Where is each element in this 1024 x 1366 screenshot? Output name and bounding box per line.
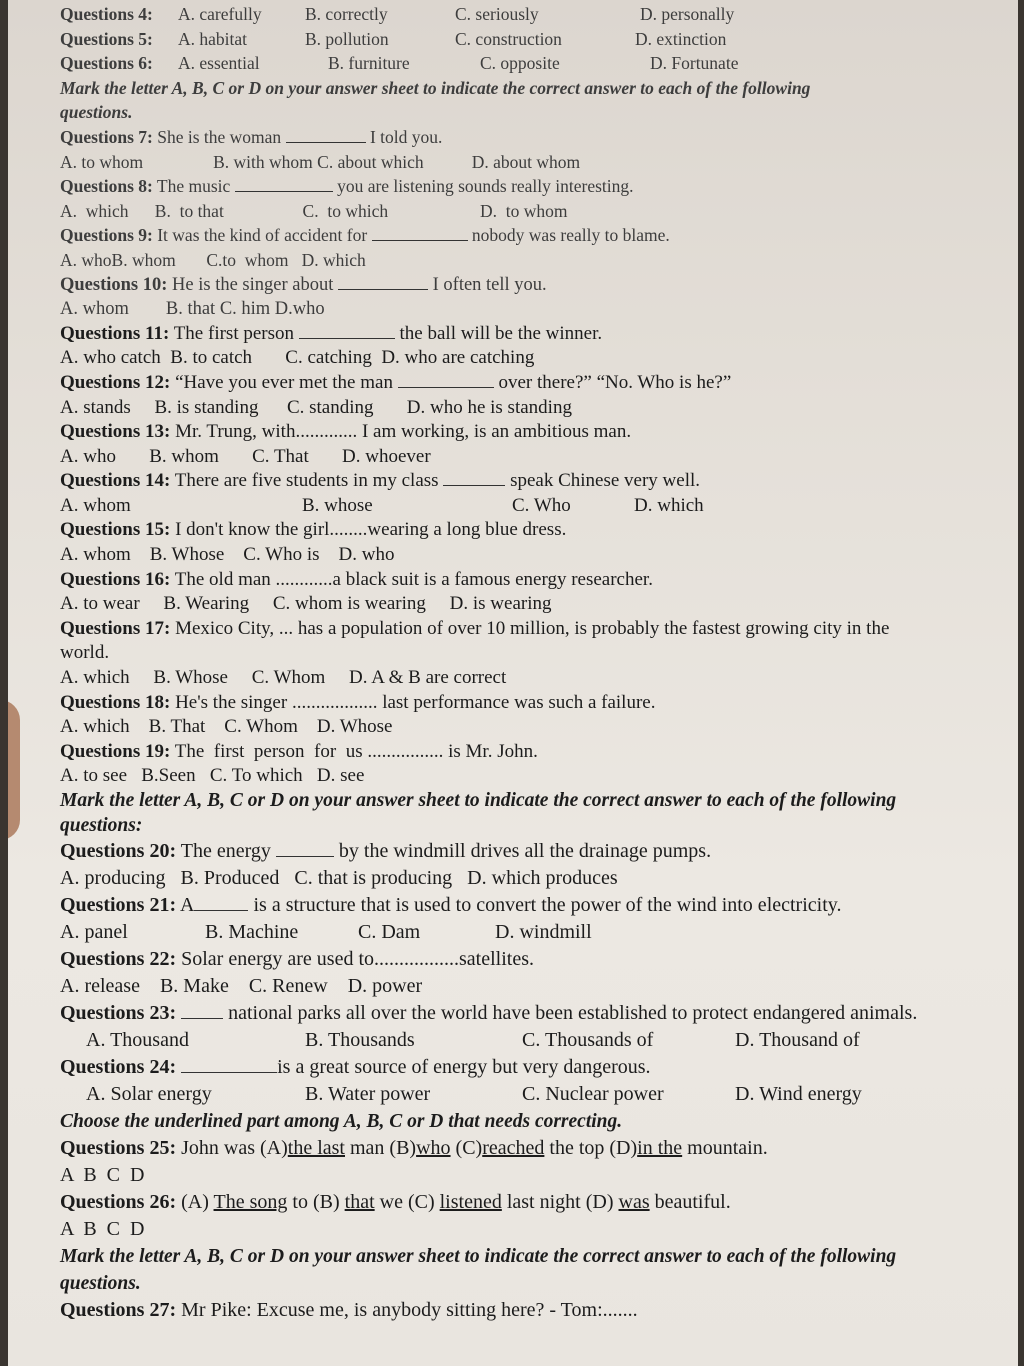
answer-blank: [235, 175, 333, 192]
question-label: Questions 11:: [60, 322, 170, 344]
option-a: A. whom: [60, 494, 131, 516]
question-label: Questions 22:: [60, 948, 177, 971]
question-label: Questions 23:: [60, 1002, 177, 1025]
text-part: beautiful.: [649, 1191, 731, 1214]
question-label: Questions 16:: [60, 568, 171, 590]
question-label: Questions 20:: [60, 840, 177, 863]
text-part: John was (A): [181, 1137, 288, 1160]
question-text: I don't know the girl........wearing a long blue dress.: [175, 519, 567, 541]
option-d: D. Fortunate: [650, 53, 739, 74]
question-21-options: [60, 919, 1015, 946]
question-text: The first person: [173, 322, 295, 344]
option-b: B. Thousands: [305, 1029, 415, 1052]
option-a: A. carefully: [178, 4, 262, 24]
question-16: [60, 568, 1015, 593]
option-c: C. seriously: [455, 4, 539, 24]
question-label: Questions 8:: [60, 176, 153, 197]
question-19: [60, 740, 1015, 765]
question-13: [60, 420, 1015, 445]
option-b: B. whose: [302, 494, 373, 516]
option-c: C. Nuclear power: [522, 1083, 664, 1106]
question-18: [60, 691, 1015, 716]
question-text: He's the singer .................. last performance was such a failure.: [175, 691, 656, 713]
question-label: Questions 18:: [60, 691, 171, 713]
option-b: B. Machine: [205, 921, 299, 944]
answer-blank: [443, 469, 505, 486]
question-text: He is the singer about: [172, 274, 334, 295]
question-text: There are five students in my class: [174, 470, 439, 492]
text-part: (A): [181, 1191, 214, 1214]
question-text: The energy: [180, 840, 271, 863]
option-a: A. panel: [60, 921, 128, 944]
question-25-options: A B C D: [60, 1164, 145, 1187]
underlined-part-b: that: [344, 1191, 375, 1214]
question-text: Solar energy are used to.................satellites.: [181, 948, 535, 971]
instruction-1: Mark the letter A, B, C or D on your answer sheet to indicate the correct answer to each of the following: [60, 77, 811, 98]
question-27: [60, 1297, 1015, 1324]
question-label: Questions 12:: [60, 371, 171, 393]
option-d: D. windmill: [495, 921, 592, 944]
worksheet-content: [60, 2, 1015, 1324]
instruction-1-cont: questions.: [60, 102, 133, 123]
text-part: (C): [450, 1137, 483, 1160]
question-text: The old man ............a black suit is a famous energy researcher.: [174, 568, 653, 590]
question-label: Questions 26:: [60, 1191, 177, 1214]
question-text-end: you are listening sounds really interesting.: [337, 176, 634, 197]
worksheet-page: [8, 0, 1018, 1366]
question-text-end: by the windmill drives all the drainage pumps.: [338, 840, 712, 863]
question-text-end: I told you.: [369, 126, 443, 147]
question-18-options: A. which B. That C. Whom D. Whose: [60, 716, 393, 738]
question-17-options: A. which B. Whose C. Whom D. A & B are correct: [60, 667, 507, 689]
question-7: [60, 125, 1015, 150]
option-b: B. correctly: [305, 4, 388, 24]
underlined-part-c: reached: [482, 1137, 545, 1160]
option-d: D. personally: [640, 4, 735, 24]
underlined-part-a: the last: [287, 1137, 345, 1160]
answer-blank: [181, 1002, 223, 1019]
question-23-options: [60, 1027, 1015, 1054]
question-label: Questions 17:: [60, 617, 171, 639]
answer-blank: [338, 273, 428, 290]
question-text-end: speak Chinese very well.: [510, 470, 701, 492]
text-part: last night (D): [501, 1191, 619, 1214]
question-4: [60, 2, 1015, 27]
option-d: D. Thousand of: [735, 1029, 860, 1052]
underlined-part-d: in the: [637, 1137, 683, 1160]
option-d: D. extinction: [635, 28, 727, 49]
option-c: C. opposite: [480, 53, 560, 74]
answer-blank: [276, 840, 334, 857]
underlined-part-a: The song: [213, 1191, 288, 1214]
question-label: Questions 19:: [60, 740, 171, 762]
text-part: man (B): [345, 1137, 417, 1160]
question-24: [60, 1054, 1015, 1081]
answer-blank: [372, 224, 468, 241]
question-label: Questions 21:: [60, 894, 177, 917]
question-text: She is the woman: [157, 126, 282, 147]
question-26-options: A B C D: [60, 1218, 145, 1241]
option-b: B. Water power: [305, 1083, 431, 1106]
question-22-options: A. release B. Make C. Renew D. power: [60, 975, 423, 998]
question-19-options: A. to see B.Seen C. To which D. see: [60, 765, 365, 787]
question-label: Questions 25:: [60, 1137, 177, 1160]
question-text: A: [180, 894, 195, 917]
question-12-options: A. stands B. is standing C. standing D. who he is standing: [60, 396, 572, 418]
question-label: Questions 24:: [60, 1056, 177, 1079]
option-c: C. Thousands of: [522, 1029, 654, 1052]
answer-blank: [398, 371, 494, 388]
question-label: Questions 5:: [60, 28, 153, 49]
option-a: A. essential: [178, 53, 260, 74]
question-15: [60, 518, 1015, 543]
option-b: B. furniture: [328, 53, 410, 74]
question-label: Questions 13:: [60, 421, 171, 443]
option-c: C. Dam: [358, 921, 421, 944]
instruction-4-cont: questions.: [60, 1273, 141, 1295]
thumb-shadow: [8, 700, 20, 840]
text-part: mountain.: [682, 1137, 768, 1160]
question-text-end: I often tell you.: [432, 274, 547, 295]
question-8: [60, 174, 1015, 199]
question-15-options: A. whom B. Whose C. Who is D. who: [60, 544, 395, 566]
question-text: Mr. Trung, with............. I am working, is an ambitious man.: [175, 421, 632, 443]
option-c: C. construction: [455, 28, 562, 49]
question-text: national parks all over the world have been established to protect endangered animals.: [228, 1002, 918, 1025]
question-text: It was the kind of accident for: [157, 225, 368, 246]
question-label: Questions 6:: [60, 53, 153, 74]
option-b: B. pollution: [305, 28, 389, 49]
question-label: Questions 15:: [60, 519, 171, 541]
text-part: to (B): [287, 1191, 345, 1214]
question-25: [60, 1135, 1015, 1162]
question-text: “Have you ever met the man: [175, 371, 393, 393]
question-label: Questions 10:: [60, 274, 168, 295]
option-a: A. habitat: [178, 28, 248, 49]
instruction-4: Mark the letter A, B, C or D on your answer sheet to indicate the correct answer to each of the following: [60, 1246, 897, 1268]
question-5: [60, 27, 1015, 52]
question-13-options: A. who B. whom C. That D. whoever: [60, 445, 431, 467]
question-text-end: is a structure that is used to convert the power of the wind into electricity.: [253, 894, 842, 917]
option-d: D. which: [634, 494, 704, 516]
question-9: [60, 223, 1015, 248]
underlined-part-b: who: [416, 1137, 451, 1160]
answer-blank: [286, 126, 366, 143]
question-26: [60, 1189, 1015, 1216]
question-text: The music: [156, 176, 231, 197]
question-label: Questions 9:: [60, 225, 153, 246]
text-part: we (C): [374, 1191, 440, 1214]
option-d: D. Wind energy: [735, 1083, 862, 1106]
question-14-options: [60, 494, 1015, 519]
question-7-options: A. to whom B. with whom C. about which D. about whom: [60, 151, 581, 172]
question-text: Mexico City, ... has a population of over 10 million, is probably the fastest growing city in the: [175, 617, 890, 639]
question-24-options: [60, 1081, 1015, 1108]
option-a: A. Thousand: [86, 1029, 189, 1052]
question-10-options: A. whom B. that C. him D.who: [60, 299, 325, 320]
question-text-end: the ball will be the winner.: [399, 322, 603, 344]
question-20-options: A. producing B. Produced C. that is producing D. which produces: [60, 867, 618, 890]
question-23: [60, 1000, 1015, 1027]
question-21: [60, 892, 1015, 919]
question-17-cont: world.: [60, 642, 110, 664]
question-17: [60, 617, 1015, 642]
question-label: Questions 27:: [60, 1299, 177, 1322]
question-16-options: A. to wear B. Wearing C. whom is wearing D. is wearing: [60, 593, 552, 615]
text-part: the top (D): [544, 1137, 638, 1160]
question-20: [60, 838, 1015, 865]
option-c: C. Who: [512, 494, 571, 516]
instruction-2-cont: questions:: [60, 814, 143, 836]
question-6: [60, 51, 1015, 76]
question-11-options: A. who catch B. to catch C. catching D. who are catching: [60, 347, 535, 369]
question-12: [60, 371, 1015, 396]
underlined-part-c: listened: [439, 1191, 502, 1214]
answer-blank: [299, 322, 395, 339]
question-label: Questions 4:: [60, 4, 153, 24]
answer-blank: [181, 1056, 277, 1073]
question-text: Mr Pike: Excuse me, is anybody sitting here? - Tom:.......: [181, 1299, 638, 1322]
question-text-end: over there?” “No. Who is he?”: [498, 371, 732, 393]
question-label: Questions 7:: [60, 126, 153, 147]
question-11: [60, 322, 1015, 347]
question-text: is a great source of energy but very dangerous.: [277, 1056, 651, 1079]
question-14: [60, 469, 1015, 494]
question-label: Questions 14:: [60, 470, 171, 492]
instruction-2: Mark the letter A, B, C or D on your answer sheet to indicate the correct answer to each of the following: [60, 790, 897, 811]
question-10: [60, 273, 1015, 298]
question-9-options: A. whoB. whom C.to whom D. which: [60, 249, 366, 270]
answer-blank: [194, 894, 248, 911]
question-8-options: A. which B. to that C. to which D. to whom: [60, 200, 568, 221]
instruction-3: Choose the underlined part among A, B, C or D that needs correcting.: [60, 1111, 623, 1133]
option-a: A. Solar energy: [86, 1083, 212, 1106]
underlined-part-d: was: [618, 1191, 650, 1214]
question-text-end: nobody was really to blame.: [471, 225, 670, 246]
question-text: The first person for us ................ is Mr. John.: [174, 740, 538, 762]
question-22: [60, 946, 1015, 973]
